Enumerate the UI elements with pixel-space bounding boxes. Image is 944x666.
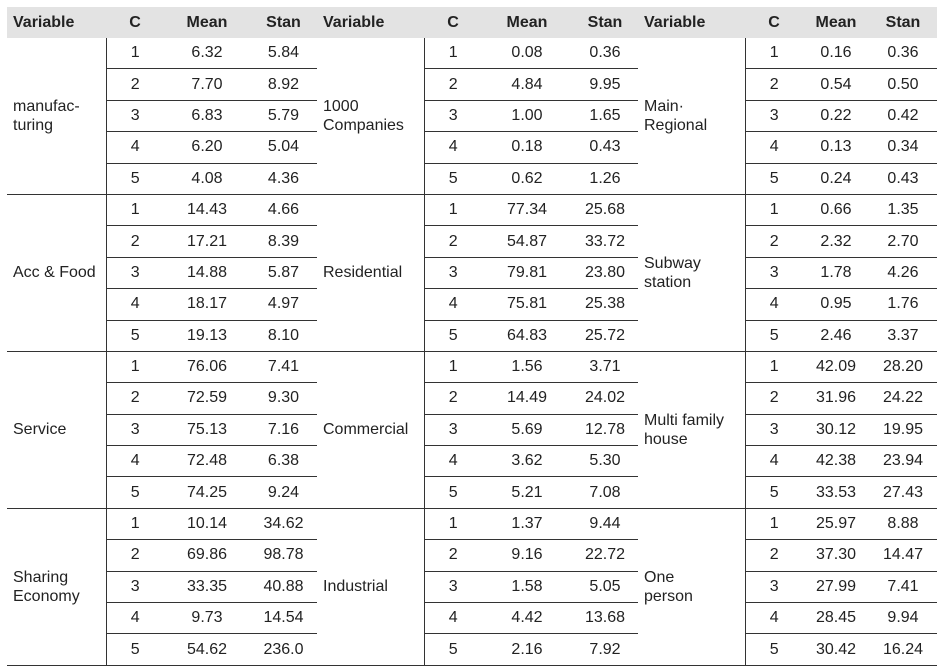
stan-cell: 1.35 <box>869 194 937 225</box>
statistics-table <box>7 7 937 666</box>
cluster-cell: 3 <box>424 414 482 445</box>
stan-cell: 0.42 <box>869 100 937 131</box>
stan-cell: 5.30 <box>572 446 638 477</box>
stan-cell: 9.24 <box>250 477 317 508</box>
column-header-variable: Variable <box>317 7 424 38</box>
column-header-mean: Mean <box>482 7 572 38</box>
stan-cell: 8.92 <box>250 69 317 100</box>
stan-cell: 9.30 <box>250 383 317 414</box>
variable-label: Multi family house <box>638 351 745 508</box>
cluster-cell: 3 <box>106 257 164 288</box>
variable-label: Main· Regional <box>638 38 745 194</box>
stan-cell: 5.84 <box>250 38 317 69</box>
column-header-c: C <box>424 7 482 38</box>
mean-cell: 14.88 <box>164 257 250 288</box>
stan-cell: 19.95 <box>869 414 937 445</box>
column-header-c: C <box>745 7 803 38</box>
mean-cell: 76.06 <box>164 351 250 382</box>
stan-cell: 1.65 <box>572 100 638 131</box>
cluster-cell: 2 <box>424 69 482 100</box>
table-row <box>7 477 937 508</box>
cluster-cell: 2 <box>106 226 164 257</box>
stan-cell: 7.16 <box>250 414 317 445</box>
mean-cell: 33.53 <box>803 477 869 508</box>
cluster-cell: 4 <box>106 446 164 477</box>
cluster-cell: 2 <box>424 540 482 571</box>
cluster-cell: 5 <box>424 634 482 665</box>
mean-cell: 5.21 <box>482 477 572 508</box>
stan-cell: 25.68 <box>572 194 638 225</box>
column-header-variable: Variable <box>638 7 745 38</box>
mean-cell: 3.62 <box>482 446 572 477</box>
mean-cell: 0.18 <box>482 132 572 163</box>
mean-cell: 0.13 <box>803 132 869 163</box>
mean-cell: 77.34 <box>482 194 572 225</box>
mean-cell: 31.96 <box>803 383 869 414</box>
mean-cell: 10.14 <box>164 508 250 539</box>
cluster-cell: 1 <box>745 194 803 225</box>
mean-cell: 72.48 <box>164 446 250 477</box>
mean-cell: 64.83 <box>482 320 572 351</box>
mean-cell: 6.20 <box>164 132 250 163</box>
cluster-cell: 3 <box>424 257 482 288</box>
stan-cell: 0.36 <box>572 38 638 69</box>
mean-cell: 1.37 <box>482 508 572 539</box>
cluster-cell: 1 <box>745 508 803 539</box>
column-header-c: C <box>106 7 164 38</box>
mean-cell: 1.58 <box>482 571 572 602</box>
mean-cell: 30.12 <box>803 414 869 445</box>
stan-cell: 9.95 <box>572 69 638 100</box>
table-row <box>7 634 937 665</box>
stan-cell: 24.02 <box>572 383 638 414</box>
cluster-cell: 2 <box>424 383 482 414</box>
mean-cell: 54.62 <box>164 634 250 665</box>
cluster-cell: 4 <box>424 132 482 163</box>
mean-cell: 2.16 <box>482 634 572 665</box>
cluster-cell: 5 <box>106 634 164 665</box>
stan-cell: 40.88 <box>250 571 317 602</box>
mean-cell: 42.09 <box>803 351 869 382</box>
variable-label: Subway station <box>638 194 745 351</box>
mean-cell: 2.46 <box>803 320 869 351</box>
mean-cell: 9.16 <box>482 540 572 571</box>
table-row <box>7 100 937 131</box>
table-row <box>7 226 937 257</box>
cluster-cell: 3 <box>424 571 482 602</box>
variable-label: Acc & Food <box>7 194 106 351</box>
cluster-cell: 5 <box>745 634 803 665</box>
cluster-cell: 5 <box>106 163 164 194</box>
stan-cell: 12.78 <box>572 414 638 445</box>
mean-cell: 4.42 <box>482 603 572 634</box>
mean-cell: 0.22 <box>803 100 869 131</box>
cluster-cell: 4 <box>424 446 482 477</box>
cluster-cell: 1 <box>106 194 164 225</box>
cluster-cell: 1 <box>106 508 164 539</box>
mean-cell: 0.54 <box>803 69 869 100</box>
cluster-cell: 5 <box>106 477 164 508</box>
column-header-stan: Stan <box>869 7 937 38</box>
stan-cell: 14.47 <box>869 540 937 571</box>
cluster-cell: 5 <box>745 320 803 351</box>
mean-cell: 28.45 <box>803 603 869 634</box>
mean-cell: 6.83 <box>164 100 250 131</box>
stan-cell: 0.50 <box>869 69 937 100</box>
column-header-stan: Stan <box>250 7 317 38</box>
stan-cell: 8.10 <box>250 320 317 351</box>
stan-cell: 7.41 <box>869 571 937 602</box>
stan-cell: 0.34 <box>869 132 937 163</box>
cluster-cell: 4 <box>424 603 482 634</box>
variable-label: Industrial <box>317 508 424 665</box>
variable-label: 1000 Companies <box>317 38 424 194</box>
cluster-cell: 5 <box>424 477 482 508</box>
table-row <box>7 289 937 320</box>
mean-cell: 6.32 <box>164 38 250 69</box>
stan-cell: 28.20 <box>869 351 937 382</box>
stan-cell: 3.37 <box>869 320 937 351</box>
stan-cell: 7.41 <box>250 351 317 382</box>
column-header-variable: Variable <box>7 7 106 38</box>
header-row <box>7 7 937 38</box>
mean-cell: 4.84 <box>482 69 572 100</box>
mean-cell: 17.21 <box>164 226 250 257</box>
mean-cell: 1.00 <box>482 100 572 131</box>
column-header-mean: Mean <box>164 7 250 38</box>
cluster-cell: 5 <box>106 320 164 351</box>
cluster-cell: 1 <box>424 194 482 225</box>
cluster-cell: 5 <box>745 477 803 508</box>
mean-cell: 54.87 <box>482 226 572 257</box>
stan-cell: 7.08 <box>572 477 638 508</box>
table-row <box>7 132 937 163</box>
mean-cell: 30.42 <box>803 634 869 665</box>
stan-cell: 9.44 <box>572 508 638 539</box>
table-row <box>7 571 937 602</box>
stan-cell: 13.68 <box>572 603 638 634</box>
table-row <box>7 69 937 100</box>
mean-cell: 7.70 <box>164 69 250 100</box>
stan-cell: 4.66 <box>250 194 317 225</box>
cluster-cell: 5 <box>424 320 482 351</box>
cluster-cell: 2 <box>745 69 803 100</box>
mean-cell: 2.32 <box>803 226 869 257</box>
stan-cell: 5.79 <box>250 100 317 131</box>
mean-cell: 0.66 <box>803 194 869 225</box>
stan-cell: 8.39 <box>250 226 317 257</box>
mean-cell: 42.38 <box>803 446 869 477</box>
variable-label: manufac- turing <box>7 38 106 194</box>
stan-cell: 24.22 <box>869 383 937 414</box>
mean-cell: 69.86 <box>164 540 250 571</box>
mean-cell: 25.97 <box>803 508 869 539</box>
stan-cell: 4.26 <box>869 257 937 288</box>
mean-cell: 18.17 <box>164 289 250 320</box>
cluster-cell: 3 <box>745 100 803 131</box>
cluster-cell: 3 <box>745 257 803 288</box>
cluster-cell: 4 <box>745 132 803 163</box>
column-header-stan: Stan <box>572 7 638 38</box>
stan-cell: 236.0 <box>250 634 317 665</box>
mean-cell: 27.99 <box>803 571 869 602</box>
stan-cell: 4.36 <box>250 163 317 194</box>
cluster-cell: 3 <box>745 571 803 602</box>
cluster-cell: 2 <box>745 383 803 414</box>
stan-cell: 7.92 <box>572 634 638 665</box>
mean-cell: 5.69 <box>482 414 572 445</box>
stan-cell: 34.62 <box>250 508 317 539</box>
stan-cell: 25.38 <box>572 289 638 320</box>
table-row <box>7 351 937 382</box>
cluster-cell: 1 <box>745 351 803 382</box>
stan-cell: 4.97 <box>250 289 317 320</box>
stan-cell: 5.87 <box>250 257 317 288</box>
stan-cell: 9.94 <box>869 603 937 634</box>
mean-cell: 19.13 <box>164 320 250 351</box>
cluster-cell: 4 <box>745 603 803 634</box>
stan-cell: 1.26 <box>572 163 638 194</box>
mean-cell: 1.56 <box>482 351 572 382</box>
cluster-cell: 3 <box>106 414 164 445</box>
table-row <box>7 383 937 414</box>
mean-cell: 0.24 <box>803 163 869 194</box>
stan-cell: 14.54 <box>250 603 317 634</box>
stan-cell: 23.94 <box>869 446 937 477</box>
cluster-cell: 1 <box>424 38 482 69</box>
stan-cell: 1.76 <box>869 289 937 320</box>
table-row <box>7 540 937 571</box>
table-row <box>7 320 937 351</box>
cluster-cell: 3 <box>106 100 164 131</box>
cluster-cell: 5 <box>424 163 482 194</box>
stan-cell: 5.04 <box>250 132 317 163</box>
cluster-cell: 1 <box>106 351 164 382</box>
stan-cell: 5.05 <box>572 571 638 602</box>
cluster-cell: 3 <box>106 571 164 602</box>
cluster-cell: 2 <box>745 226 803 257</box>
stan-cell: 8.88 <box>869 508 937 539</box>
cluster-cell: 2 <box>745 540 803 571</box>
table-row <box>7 163 937 194</box>
stan-cell: 22.72 <box>572 540 638 571</box>
stan-cell: 0.36 <box>869 38 937 69</box>
table-row <box>7 446 937 477</box>
stan-cell: 2.70 <box>869 226 937 257</box>
table-row <box>7 603 937 634</box>
cluster-cell: 4 <box>106 289 164 320</box>
mean-cell: 0.16 <box>803 38 869 69</box>
variable-label: Service <box>7 351 106 508</box>
variable-label: Residential <box>317 194 424 351</box>
cluster-cell: 4 <box>106 132 164 163</box>
cluster-cell: 2 <box>106 540 164 571</box>
table-body <box>7 38 937 665</box>
table-row <box>7 38 937 69</box>
mean-cell: 1.78 <box>803 257 869 288</box>
stan-cell: 23.80 <box>572 257 638 288</box>
stan-cell: 16.24 <box>869 634 937 665</box>
mean-cell: 75.81 <box>482 289 572 320</box>
mean-cell: 75.13 <box>164 414 250 445</box>
stan-cell: 6.38 <box>250 446 317 477</box>
variable-label: One person <box>638 508 745 665</box>
cluster-cell: 4 <box>745 289 803 320</box>
table-row <box>7 508 937 539</box>
mean-cell: 37.30 <box>803 540 869 571</box>
stan-cell: 0.43 <box>572 132 638 163</box>
mean-cell: 74.25 <box>164 477 250 508</box>
mean-cell: 14.43 <box>164 194 250 225</box>
cluster-cell: 1 <box>745 38 803 69</box>
cluster-cell: 4 <box>106 603 164 634</box>
mean-cell: 9.73 <box>164 603 250 634</box>
mean-cell: 79.81 <box>482 257 572 288</box>
stan-cell: 33.72 <box>572 226 638 257</box>
stan-cell: 0.43 <box>869 163 937 194</box>
cluster-cell: 1 <box>424 351 482 382</box>
table-row <box>7 414 937 445</box>
stan-cell: 98.78 <box>250 540 317 571</box>
cluster-cell: 2 <box>106 383 164 414</box>
mean-cell: 14.49 <box>482 383 572 414</box>
stan-cell: 25.72 <box>572 320 638 351</box>
table-row <box>7 194 937 225</box>
stan-cell: 27.43 <box>869 477 937 508</box>
mean-cell: 0.62 <box>482 163 572 194</box>
mean-cell: 0.08 <box>482 38 572 69</box>
mean-cell: 72.59 <box>164 383 250 414</box>
stan-cell: 3.71 <box>572 351 638 382</box>
mean-cell: 33.35 <box>164 571 250 602</box>
cluster-cell: 3 <box>424 100 482 131</box>
cluster-cell: 2 <box>106 69 164 100</box>
cluster-cell: 4 <box>424 289 482 320</box>
cluster-cell: 2 <box>424 226 482 257</box>
cluster-cell: 4 <box>745 446 803 477</box>
cluster-cell: 1 <box>424 508 482 539</box>
cluster-cell: 3 <box>745 414 803 445</box>
variable-label: Commercial <box>317 351 424 508</box>
mean-cell: 0.95 <box>803 289 869 320</box>
column-header-mean: Mean <box>803 7 869 38</box>
table-row <box>7 257 937 288</box>
cluster-cell: 5 <box>745 163 803 194</box>
variable-label: Sharing Economy <box>7 508 106 665</box>
mean-cell: 4.08 <box>164 163 250 194</box>
cluster-cell: 1 <box>106 38 164 69</box>
